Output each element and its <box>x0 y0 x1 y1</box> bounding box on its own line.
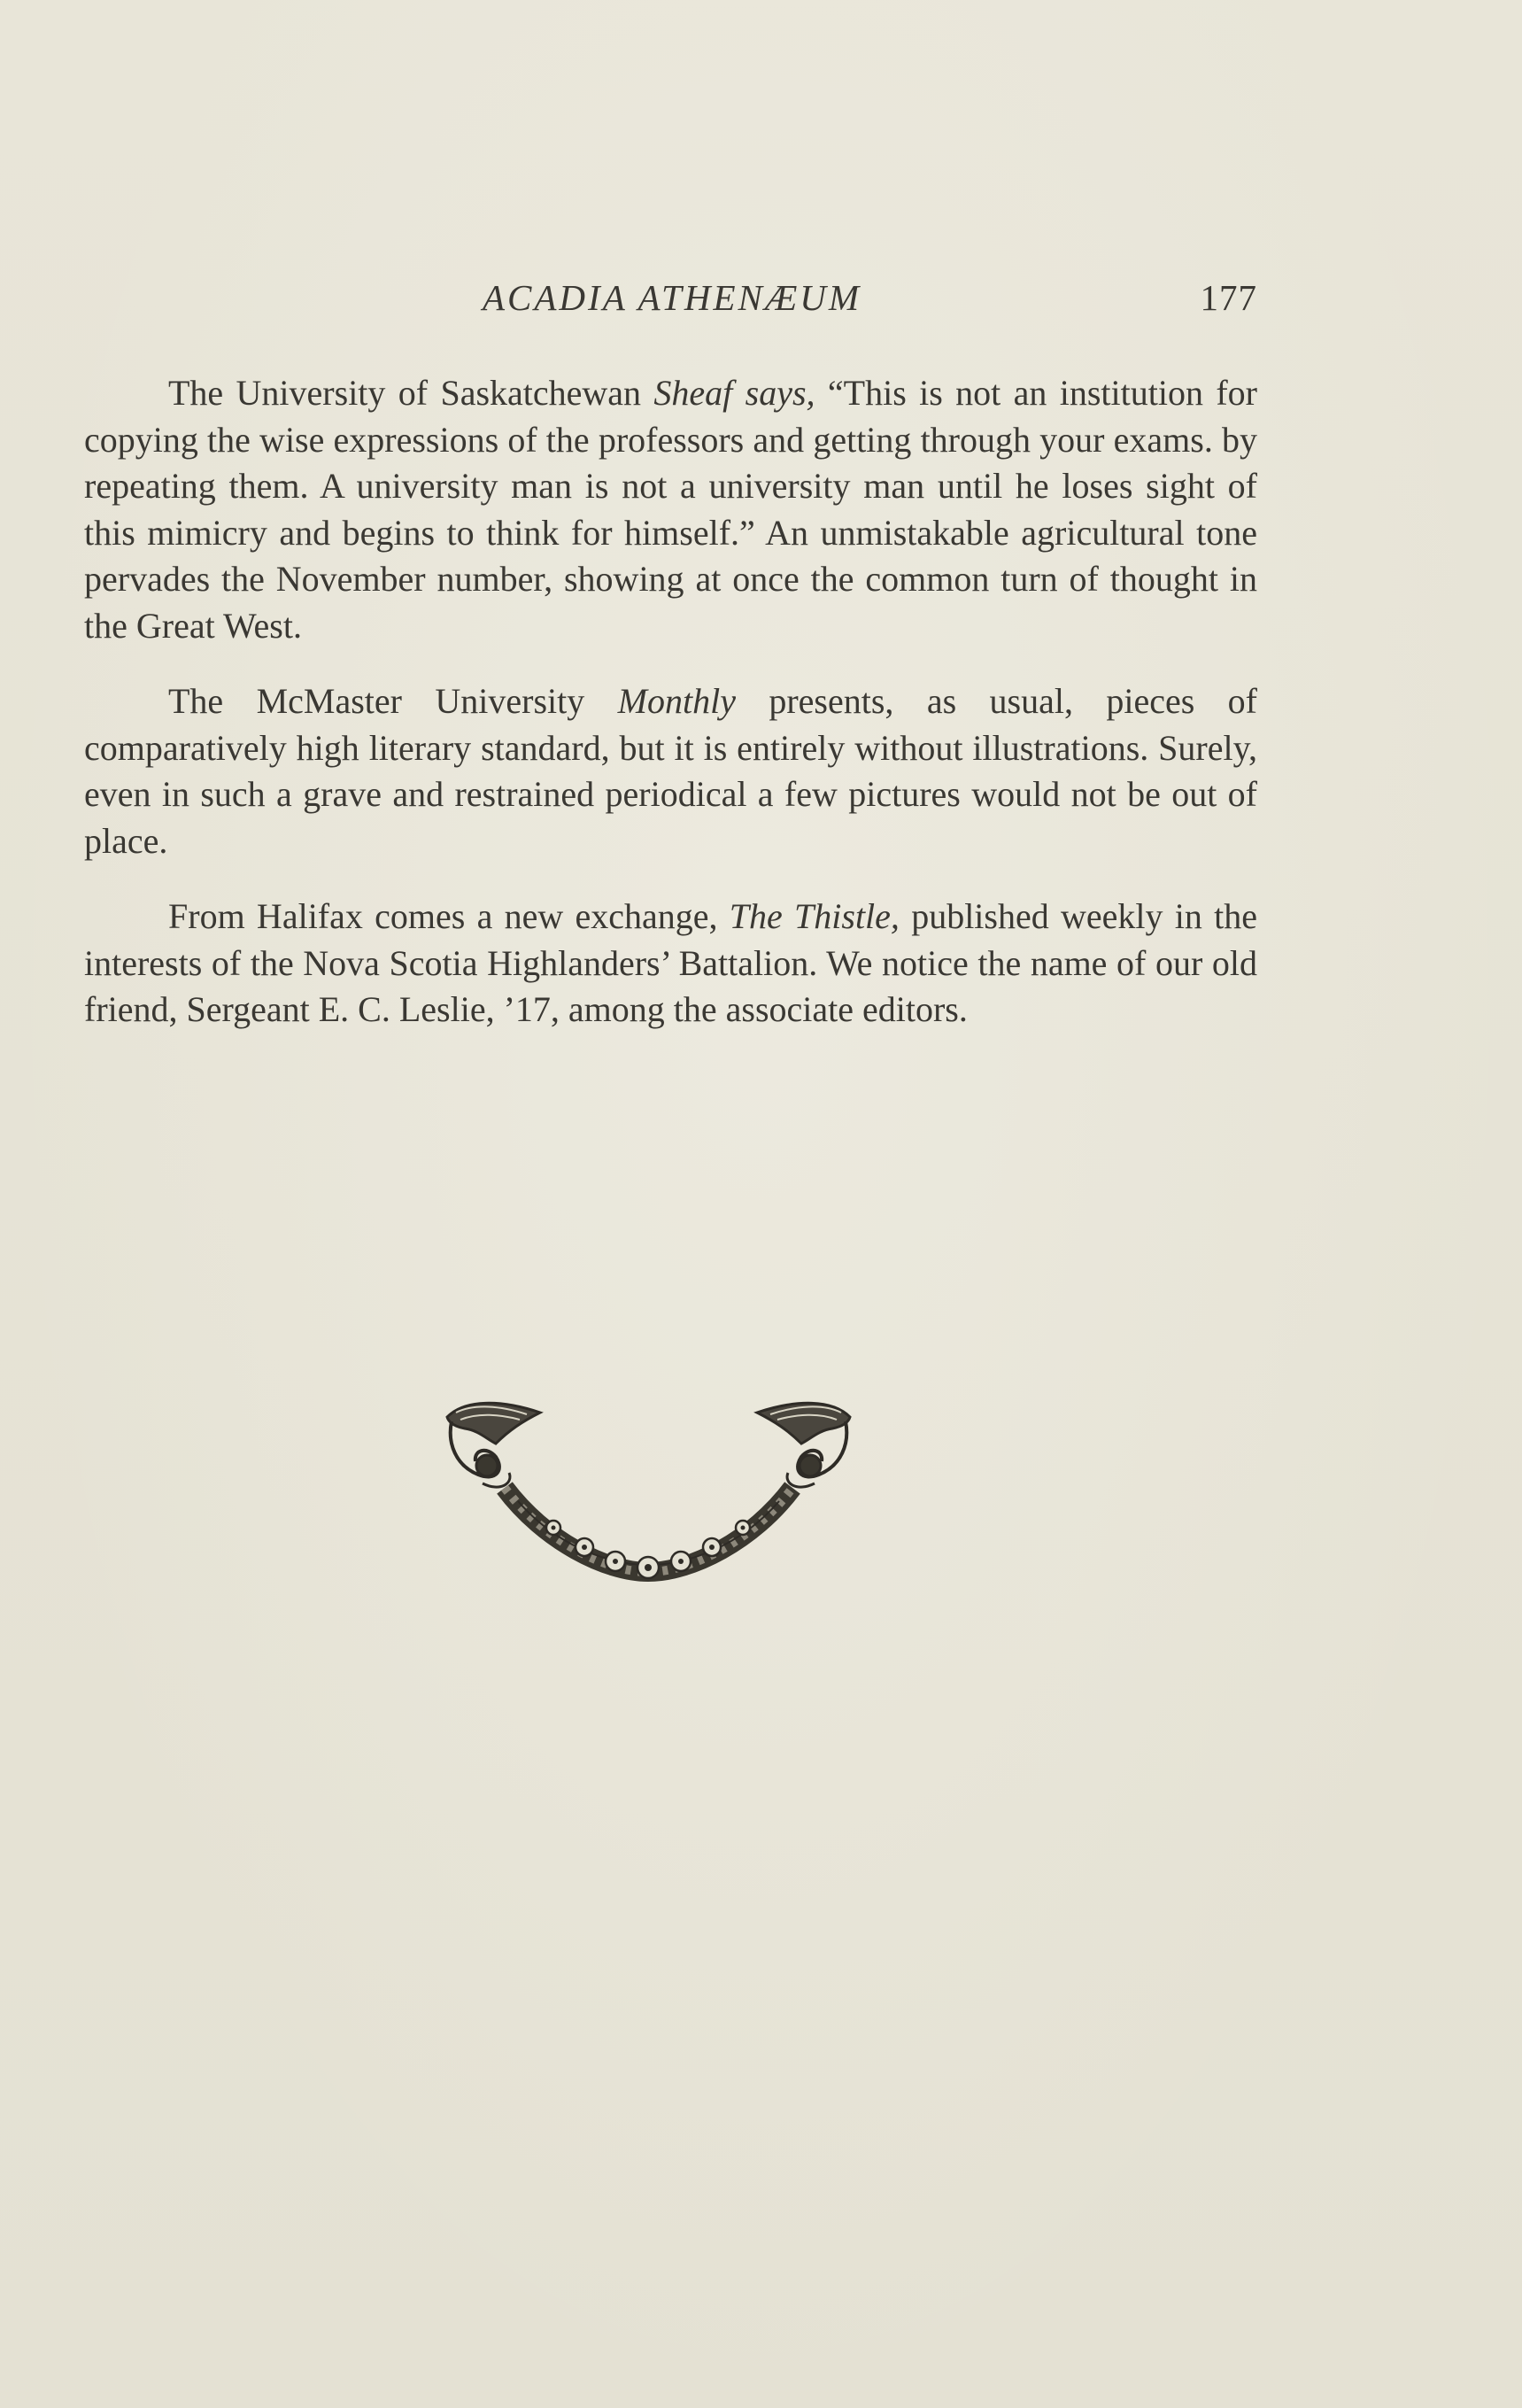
paragraph-thistle <box>84 894 1257 1034</box>
paragraph-text: “This is not an institution for copying the wise expressions of the professors and getting through your exams. by repeating them. A university man is not a university man until he loses sight of this mimicry and begins to think for himself.” An unmistakable agricultural tone pervades the November number, showing at once the common turn of thought in the Great West. <box>84 373 1257 646</box>
publication-title: Sheaf says, <box>653 373 815 413</box>
page-number: 177 <box>1200 277 1257 318</box>
publication-title: The Thistle, <box>729 896 900 936</box>
paragraph-text: The McMaster University <box>168 681 618 721</box>
running-title: ACADIA ATHENÆUM <box>483 277 862 318</box>
paragraph-text: From Halifax comes a new exchange, <box>168 896 730 936</box>
article-body <box>84 370 1257 1063</box>
paragraph-text: published weekly in the interests of the Nova Scotia Highlanders’ Battalion. We notice the name of our old friend, Sergeant E. C. Leslie, ’17, among the associate editors. <box>84 896 1258 1029</box>
paragraph-sheaf <box>84 370 1257 649</box>
publication-title: Monthly <box>617 681 736 721</box>
running-head <box>84 276 1257 329</box>
paragraph-text: presents, as usual, pieces of comparatively high literary standard, but it is entirely without illustrations. Surely, even in such a grave and restrained periodical a few pictures would not be out of place. <box>84 681 1258 861</box>
floral-garland-ornament-icon <box>438 1395 859 1585</box>
paragraph-monthly <box>84 678 1257 864</box>
paragraph-text: The University of Saskatchewan <box>168 373 654 413</box>
